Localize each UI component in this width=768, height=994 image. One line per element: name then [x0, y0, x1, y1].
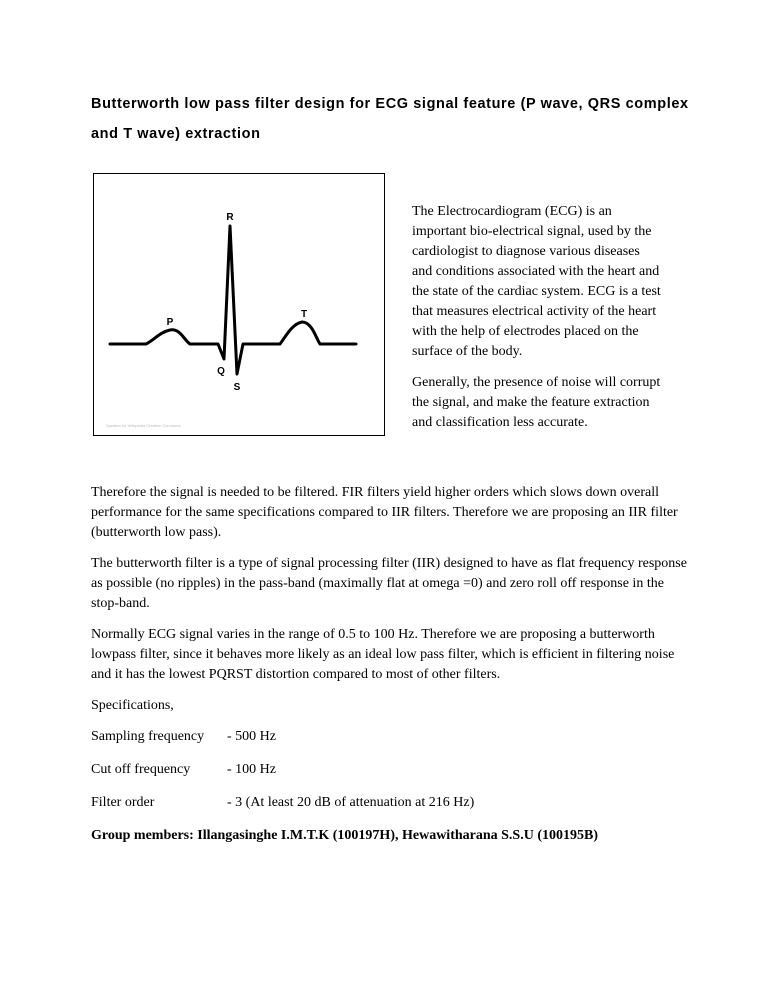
spec-label: Sampling frequency — [91, 729, 205, 744]
document-title: Butterworth low pass filter design for ECG signal feature (P wave, QRS complex and T wave) extraction — [91, 96, 689, 142]
p-wave-label: P — [166, 317, 174, 328]
figure-watermark: Speaker for Wikipedia Creative Commons — [106, 423, 181, 428]
spec-row-sampling — [91, 727, 691, 747]
spec-value: - 500 Hz — [227, 729, 276, 744]
spec-row-cutoff — [91, 760, 691, 780]
butterworth-paragraph: The butterworth filter is a type of signal processing filter (IIR) designed to have as flat frequency response as possible (no ripples) in the pass-band (maximally flat at omega =0) and zero roll off response in the stop-band. — [91, 556, 687, 611]
spec-row-order — [91, 793, 691, 813]
spec-value: - 3 (At least 20 dB of attenuation at 216 Hz) — [227, 795, 475, 810]
noise-paragraph: Generally, the presence of noise will corrupt the signal, and make the feature extraction and classification less accurate. — [412, 375, 661, 430]
ecg-figure — [93, 173, 385, 436]
q-wave-label: Q — [217, 366, 225, 377]
ecg-waveform-diagram — [94, 174, 386, 437]
document-body — [91, 483, 691, 857]
ecg-trace — [110, 226, 356, 374]
filter-choice-paragraph: Therefore the signal is needed to be filtered. FIR filters yield higher orders which slows down overall performance for the same specifications compared to IIR filters. Therefore we are proposing an IIR filter (butterworth low pass). — [91, 485, 678, 540]
s-wave-label: S — [233, 382, 241, 393]
r-wave-label: R — [226, 212, 234, 223]
spec-value: - 100 Hz — [227, 762, 276, 777]
ecg-description — [412, 202, 662, 444]
specs-heading: Specifications, — [91, 698, 174, 713]
frequency-range-paragraph: Normally ECG signal varies in the range of 0.5 to 100 Hz. Therefore we are proposing a butterworth lowpass filter, since it behaves more likely as an ideal low pass filter, which is efficient in filtering noise and it has the lowest PQRST distortion compared to most of other filters. — [91, 627, 675, 682]
spec-label: Filter order — [91, 795, 155, 810]
group-members: Group members: Illangasinghe I.M.T.K (100197H), Hewawitharana S.S.U (100195B) — [91, 828, 598, 843]
spec-label: Cut off frequency — [91, 762, 191, 777]
ecg-intro-paragraph: The Electrocardiogram (ECG) is an important bio-electrical signal, used by the cardiologist to diagnose various diseases and conditions associated with the heart and the state of the cardiac system. ECG is a test that measures electrical activity of the heart with the help of electrodes placed on the surface of the body. — [412, 204, 661, 359]
t-wave-label: T — [300, 309, 308, 320]
